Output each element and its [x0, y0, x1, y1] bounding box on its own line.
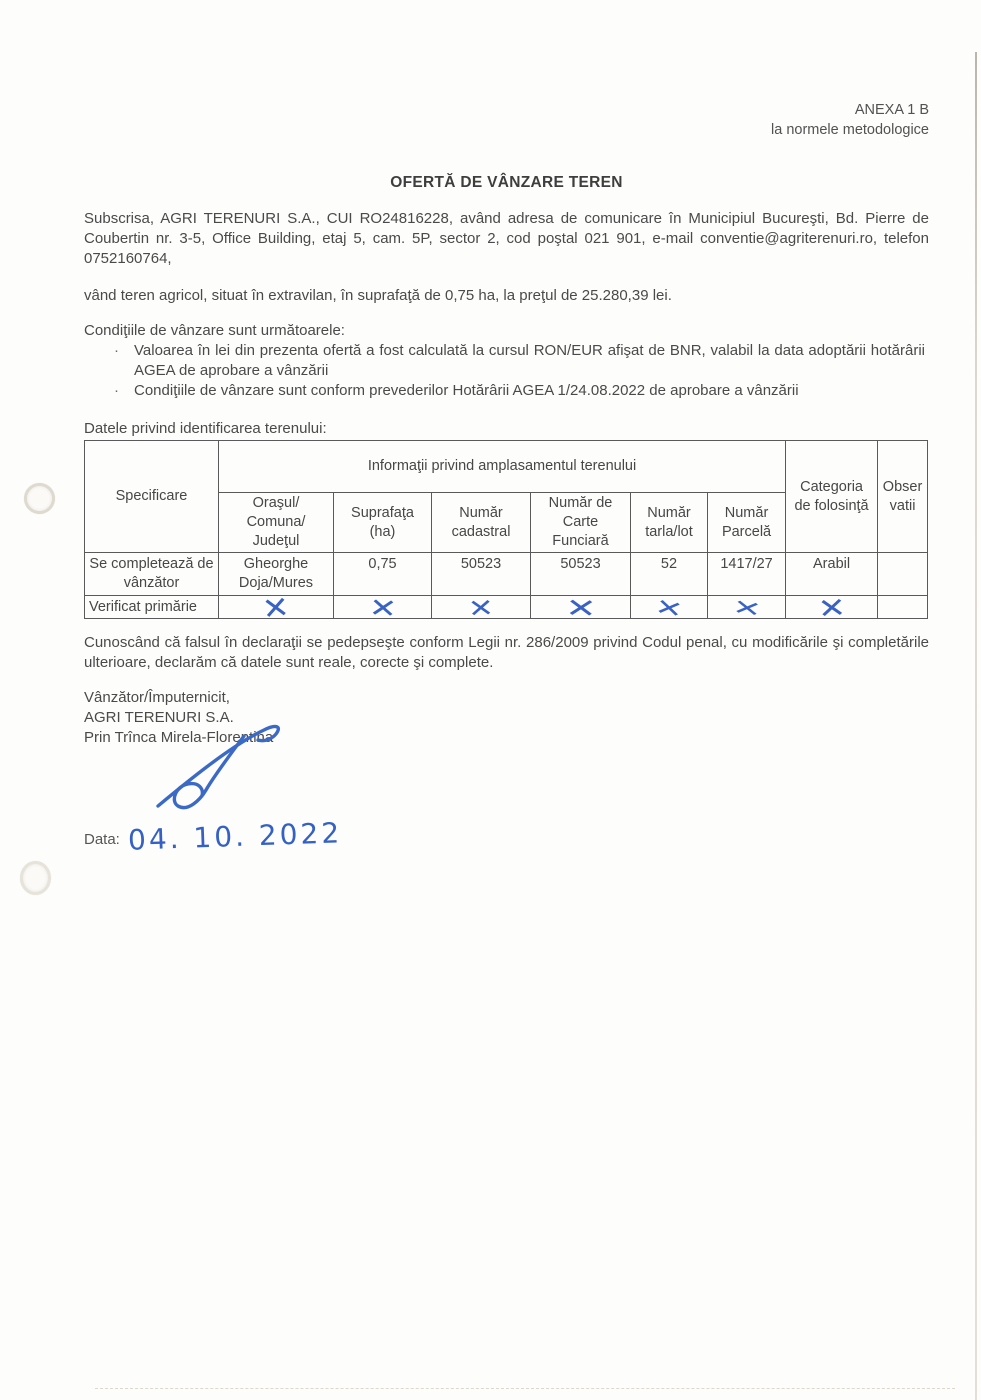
- intro-paragraph: Subscrisa, AGRI TERENURI S.A., CUI RO24816228, având adresa de comunicare în Municipiul Bucureşti, Bd. Pierre de Coubertin nr. 3-5, Office Building, etaj 5, cam. 5P, sector 2, cod poştal 021 901, e-mail conventie@agriterenuri.ro, telefon 0752160764,: [84, 210, 929, 267]
- handwritten-x-mark-icon: ✕: [730, 594, 763, 623]
- handwritten-x-mark-icon: ✕: [564, 592, 597, 625]
- handwritten-x-mark-icon: ✕: [467, 593, 495, 624]
- verify-cell-carte-funciara: [531, 592, 631, 625]
- scan-edge-artifact: [975, 52, 977, 1400]
- table-intro: Datele privind identificarea terenului:: [84, 420, 327, 437]
- hole-punch-top: [22, 481, 57, 516]
- annex-line-2: la normele metodologice: [771, 122, 929, 138]
- condition-text-1: Valoarea în lei din prezenta ofertă a fost calculată la cursul RON/EUR afişat de BNR, valabil la data adoptării hotărârii AGEA de aprobare a vânzării: [134, 342, 925, 379]
- condition-item-2: [84, 381, 929, 401]
- cf-line-1: Număr de: [548, 495, 613, 511]
- hole-punch-bottom: [20, 861, 51, 895]
- cadastral-line-2: cadastral: [451, 523, 511, 540]
- verify-cell-suprafata: [334, 592, 432, 625]
- handwritten-x-mark-icon: ✕: [652, 593, 686, 624]
- condition-item-1: [84, 341, 929, 381]
- handwritten-x-mark-icon: ✕: [260, 589, 292, 628]
- parcela-line-2: Parcelă: [721, 523, 772, 540]
- condition-text-2: Condiţiile de vânzare sunt conform prevederilor Hotărârii AGEA 1/24.08.2022 de aprobare a vânzării: [134, 382, 799, 399]
- date-label: Data:: [84, 831, 120, 848]
- seller-row-label: Se completează de vânzător: [85, 553, 219, 596]
- col-header-observatii: [878, 441, 928, 553]
- orasul-line-1: Oraşul/: [252, 495, 300, 511]
- col-header-numar-cadastral: [432, 493, 531, 553]
- cell-orasul-value: Gheorghe Doja/Mures: [219, 553, 334, 596]
- verify-cell-parcela: [708, 594, 786, 623]
- annex-line-1: ANEXA 1 B: [854, 102, 929, 118]
- cell-carte-funciara-value: 50523: [531, 553, 631, 596]
- handwritten-signature-icon: [152, 718, 302, 813]
- col-header-specificare: Specificare: [85, 441, 219, 553]
- cell-parcela-value: 1417/27: [708, 553, 786, 596]
- cell-categoria-value: Arabil: [786, 553, 878, 596]
- observatii-line-2: vatii: [889, 497, 916, 514]
- signature-block: [84, 688, 929, 818]
- suprafata-line-2: (ha): [369, 523, 396, 540]
- orasul-line-3: Judeţul: [252, 533, 300, 549]
- cell-suprafata-value: 0,75: [334, 553, 432, 596]
- handwritten-date: 04. 10. 2022: [127, 816, 343, 857]
- tarla-line-1: Număr: [647, 504, 691, 521]
- signature-company-line: AGRI TERENURI S.A.: [84, 709, 234, 726]
- cell-observatii-value: [878, 553, 928, 596]
- handwritten-x-mark-icon: ✕: [816, 591, 847, 626]
- col-header-suprafata: [334, 493, 432, 553]
- categoria-line-1: Categoria: [800, 478, 863, 495]
- cell-tarla-value: 52: [631, 553, 708, 596]
- signature-role-line: Vânzător/Împuternicit,: [84, 689, 230, 706]
- orasul-line-2: Comuna/: [246, 514, 306, 530]
- parcela-line-1: Număr: [724, 504, 769, 521]
- verify-cell-orasul: [219, 589, 334, 628]
- annex-label: [84, 100, 929, 140]
- sale-paragraph: vând teren agricol, situat în extravilan, în suprafaţă de 0,75 ha, la preţul de 25.280,39 lei.: [84, 287, 672, 304]
- verify-cell-cadastral: [432, 593, 531, 624]
- suprafata-line-1: Suprafaţa: [351, 504, 414, 521]
- date-line: [84, 816, 929, 857]
- penal-paragraph: Cunoscând că falsul în declaraţii se pedepseşte conform Legii nr. 286/2009 privind Codul penal, cu modificările şi completările ulterioare, declarăm că datele sunt reale, corecte şi complete.: [84, 634, 929, 671]
- verified-row: [85, 596, 928, 619]
- cadastral-line-1: Număr: [459, 504, 503, 521]
- verify-cell-observatii: [878, 596, 928, 619]
- conditions-intro: Condiţiile de vânzare sunt următoarele:: [84, 322, 345, 339]
- cf-line-2: Carte: [562, 514, 599, 530]
- verify-cell-categoria: [786, 591, 878, 626]
- col-header-parcela: [708, 493, 786, 553]
- verified-row-label: Verificat primărie: [85, 596, 219, 619]
- table-group-header-row: [85, 441, 928, 493]
- group-header-amplasament: Informaţii privind amplasamentul terenului: [219, 441, 786, 493]
- col-header-categoria: [786, 441, 878, 553]
- signature-person-line: Prin Trînca Mirela-Florentina: [84, 729, 274, 746]
- document-title: OFERTĂ DE VÂNZARE TEREN: [390, 174, 623, 191]
- land-identification-table: [84, 440, 928, 628]
- col-header-carte-funciara: [531, 493, 631, 553]
- seller-data-row: [85, 553, 928, 596]
- bullet-marker: ·: [114, 382, 119, 399]
- verify-cell-tarla: [631, 593, 708, 624]
- categoria-line-2: de folosinţă: [794, 497, 869, 514]
- handwritten-x-mark-icon: ✕: [367, 592, 398, 625]
- tarla-line-2: tarla/lot: [645, 523, 693, 540]
- col-header-orasul: [219, 493, 334, 553]
- cf-line-3: Funciară: [552, 533, 609, 549]
- document-content: [84, 100, 929, 857]
- bullet-marker: ·: [114, 342, 119, 359]
- col-header-tarla: [631, 493, 708, 553]
- scan-bottom-artifact: [95, 1388, 955, 1389]
- cell-cadastral-value: 50523: [432, 553, 531, 596]
- observatii-line-1: Obser: [882, 478, 923, 495]
